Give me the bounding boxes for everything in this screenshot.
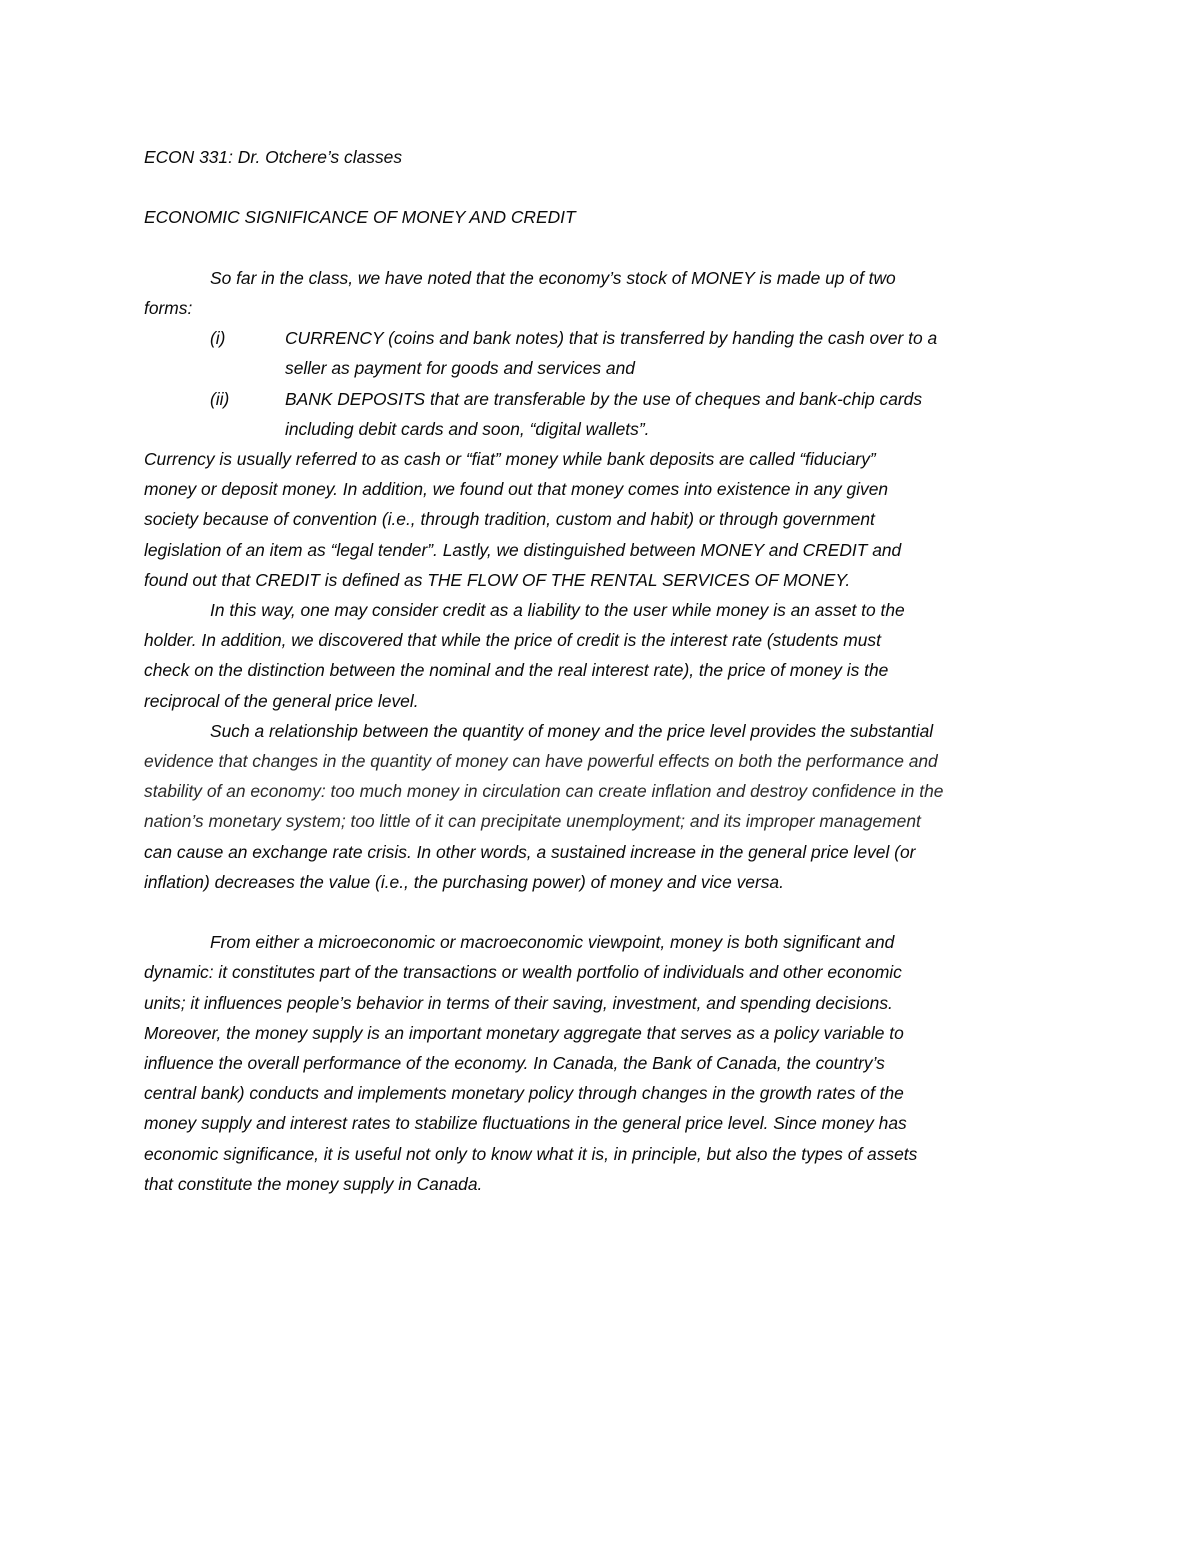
list-item-text xyxy=(285,384,1062,444)
money-forms-list xyxy=(144,323,1062,444)
paragraph-line: dynamic: it constitutes part of the transactions or wealth portfolio of individuals and other economic xyxy=(144,962,902,983)
paragraph-line: inflation) decreases the value (i.e., the purchasing power) of money and vice versa. xyxy=(144,871,784,892)
blank-line xyxy=(144,897,1062,927)
list-item-line: CURRENCY (coins and bank notes) that is transferred by handing the cash over to a xyxy=(285,328,938,349)
list-marker: (ii) xyxy=(210,388,230,409)
paragraph-line: Currency is usually referred to as cash or “fiat” money while bank deposits are called “fiduciary” xyxy=(144,448,876,469)
paragraph-line: units; it influences people’s behavior in terms of their saving, investment, and spending decisions. xyxy=(144,992,893,1013)
viewpoint-paragraph xyxy=(144,927,1062,1199)
intro-line: forms: xyxy=(144,297,193,318)
paragraph-line: can cause an exchange rate crisis. In other words, a sustained increase in the general price level (or xyxy=(144,841,916,862)
paragraph-line: Such a relationship between the quantity of money and the price level provides the substantial xyxy=(210,720,934,741)
list-item xyxy=(210,323,1062,383)
intro-line: So far in the class, we have noted that the economy’s stock of MONEY is made up of two xyxy=(210,267,896,288)
paragraph-line: reciprocal of the general price level. xyxy=(144,690,419,711)
paragraph-line: that constitute the money supply in Canada. xyxy=(144,1173,483,1194)
list-item-line: including debit cards and soon, “digital wallets”. xyxy=(285,418,650,439)
paragraph-line: check on the distinction between the nominal and the real interest rate), the price of money is the xyxy=(144,660,889,681)
document-title: ECONOMIC SIGNIFICANCE OF MONEY AND CREDIT xyxy=(144,207,576,228)
paragraph-line: nation’s monetary system; too little of it can precipitate unemployment; and its improper management xyxy=(144,811,921,832)
document-body xyxy=(144,142,1062,1199)
paragraph-line: money supply and interest rates to stabilize fluctuations in the general price level. Since money has xyxy=(144,1113,907,1134)
paragraph-line: stability of an economy: too much money in circulation can create inflation and destroy confidence in the xyxy=(144,781,944,802)
paragraph-line: money or deposit money. In addition, we found out that money comes into existence in any given xyxy=(144,479,889,500)
blank-line xyxy=(144,172,1062,202)
list-item-text xyxy=(285,323,1062,383)
paragraph-line: evidence that changes in the quantity of money can have powerful effects on both the performance and xyxy=(144,751,938,771)
list-item xyxy=(210,384,1062,444)
intro-paragraph xyxy=(144,263,1062,323)
currency-paragraph xyxy=(144,444,1062,595)
paragraph-line: found out that CREDIT is defined as THE FLOW OF THE RENTAL SERVICES OF MONEY. xyxy=(144,569,851,590)
list-item-line: seller as payment for goods and services and xyxy=(285,358,635,379)
paragraph-line: influence the overall performance of the economy. In Canada, the Bank of Canada, the country’s xyxy=(144,1053,885,1074)
paragraph-line: society because of convention (i.e., through tradition, custom and habit) or through government xyxy=(144,509,875,530)
paragraph-line: holder. In addition, we discovered that while the price of credit is the interest rate (students must xyxy=(144,630,881,651)
relationship-paragraph xyxy=(144,716,1062,897)
course-line: ECON 331: Dr. Otchere’s classes xyxy=(144,147,403,167)
credit-paragraph xyxy=(144,595,1062,716)
blank-line xyxy=(144,233,1062,263)
paragraph-line: In this way, one may consider credit as a liability to the user while money is an asset to the xyxy=(210,599,905,620)
paragraph-line: legislation of an item as “legal tender”. Lastly, we distinguished between MONEY and CREDIT and xyxy=(144,539,902,560)
list-item-line: BANK DEPOSITS that are transferable by the use of cheques and bank-chip cards xyxy=(285,388,923,409)
paragraph-line: economic significance, it is useful not only to know what it is, in principle, but also the types of assets xyxy=(144,1143,918,1164)
paragraph-line: From either a microeconomic or macroeconomic viewpoint, money is both significant and xyxy=(210,932,895,953)
paragraph-line: central bank) conducts and implements monetary policy through changes in the growth rates of the xyxy=(144,1083,904,1104)
paragraph-line: Moreover, the money supply is an important monetary aggregate that serves as a policy variable to xyxy=(144,1022,904,1043)
list-marker: (i) xyxy=(210,328,226,349)
